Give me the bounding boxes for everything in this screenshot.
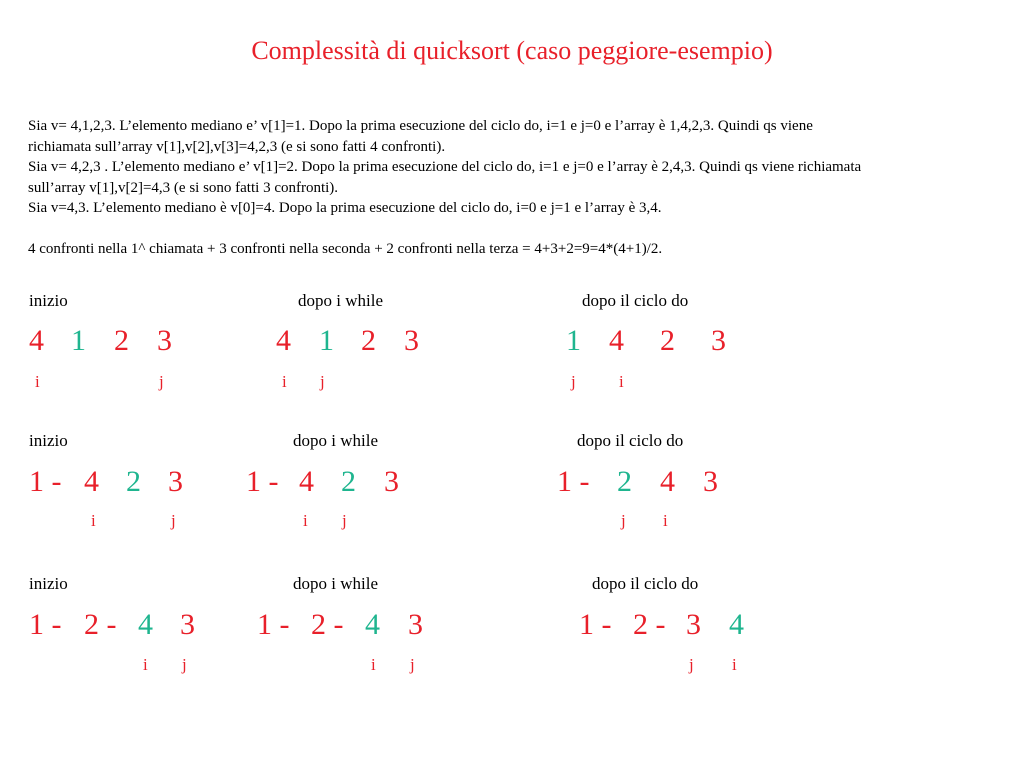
label-dopo-while: dopo i while — [293, 574, 378, 593]
array-value: 4 — [299, 465, 314, 498]
array-value: 3 — [180, 608, 195, 641]
label-dopo-ciclo: dopo il ciclo do — [577, 431, 684, 450]
pointer-i: i — [732, 655, 737, 674]
pointer-j: j — [342, 511, 347, 530]
array-value: 3 — [711, 324, 726, 357]
pointer-j: j — [689, 655, 694, 674]
array-value: 2 — [114, 324, 129, 357]
pointer-j: j — [171, 511, 176, 530]
array-value: 1 - — [246, 465, 279, 498]
array-value: 1 - — [557, 465, 590, 498]
pointer-j: j — [182, 655, 187, 674]
array-value-pivot: 4 — [729, 608, 744, 641]
pointer-i: i — [143, 655, 148, 674]
pointer-i: i — [619, 372, 624, 391]
explanation-line: Sia v= 4,2,3 . L’elemento mediano e’ v[1]=2. Dopo la prima esecuzione del ciclo do, i=1 e j=0 e l’array è 2,4,3. Quindi qs viene richiamata — [28, 159, 862, 175]
array-value: 3 — [408, 608, 423, 641]
pointer-i: i — [91, 511, 96, 530]
pointer-j: j — [159, 372, 164, 391]
pointer-j: j — [410, 655, 415, 674]
array-value: 2 — [660, 324, 675, 357]
array-value-pivot: 4 — [365, 608, 380, 641]
array-value: 2 - — [633, 608, 666, 641]
explanation-line: richiamata sull’array v[1],v[2],v[3]=4,2,3 (e si sono fatti 4 confronti). — [28, 138, 446, 155]
label-dopo-while: dopo i while — [298, 291, 383, 310]
array-value: 2 - — [311, 608, 344, 641]
array-value: 4 — [660, 465, 675, 498]
array-value-pivot: 2 — [341, 465, 356, 498]
explanation-line: sull’array v[1],v[2]=4,3 (e si sono fatti 3 confronti). — [28, 179, 339, 196]
array-value: 3 — [404, 324, 419, 357]
array-value: 1 - — [257, 608, 290, 641]
array-value-pivot: 1 — [566, 324, 581, 357]
blank-line — [28, 219, 998, 240]
array-value: 3 — [703, 465, 718, 498]
array-value: 4 — [29, 324, 44, 357]
label-inizio: inizio — [29, 431, 68, 450]
array-value-pivot: 4 — [138, 608, 153, 641]
pointer-i: i — [35, 372, 40, 391]
array-value-pivot: 2 — [126, 465, 141, 498]
pointer-i: i — [282, 372, 287, 391]
label-inizio: inizio — [29, 574, 68, 593]
array-value: 4 — [609, 324, 624, 357]
array-value: 2 - — [84, 608, 117, 641]
array-value: 3 — [686, 608, 701, 641]
array-value-pivot: 1 — [319, 324, 334, 357]
array-value: 3 — [168, 465, 183, 498]
pointer-i: i — [303, 511, 308, 530]
label-dopo-ciclo: dopo il ciclo do — [592, 574, 699, 593]
explanation-line: Sia v=4,3. L’elemento mediano è v[0]=4. Dopo la prima esecuzione del ciclo do, i=0 e j=1 e l’array è 3,4. — [28, 200, 662, 216]
array-value-pivot: 2 — [617, 465, 632, 498]
explanation-text — [28, 116, 998, 260]
array-value: 4 — [84, 465, 99, 498]
explanation-line: Sia v= 4,1,2,3. L’elemento mediano e’ v[1]=1. Dopo la prima esecuzione del ciclo do, i=1 e j=0 e l’array è 1,4,2,3. Quindi qs viene — [28, 118, 813, 134]
label-dopo-while: dopo i while — [293, 431, 378, 450]
array-value: 1 - — [29, 465, 62, 498]
summary-line: 4 confronti nella 1^ chiamata + 3 confronti nella seconda + 2 confronti nella terza = 4+3+2=9=4*(4+1)/2. — [28, 241, 663, 257]
array-value: 4 — [276, 324, 291, 357]
array-value-pivot: 1 — [71, 324, 86, 357]
label-dopo-ciclo: dopo il ciclo do — [582, 291, 689, 310]
pointer-i: i — [371, 655, 376, 674]
pointer-j: j — [621, 511, 626, 530]
pointer-i: i — [663, 511, 668, 530]
array-value: 3 — [384, 465, 399, 498]
array-value: 3 — [157, 324, 172, 357]
array-value: 1 - — [579, 608, 612, 641]
pointer-j: j — [571, 372, 576, 391]
pointer-j: j — [320, 372, 325, 391]
array-value: 1 - — [29, 608, 62, 641]
label-inizio: inizio — [29, 291, 68, 310]
slide-title: Complessità di quicksort (caso peggiore-esempio) — [251, 36, 773, 65]
array-value: 2 — [361, 324, 376, 357]
